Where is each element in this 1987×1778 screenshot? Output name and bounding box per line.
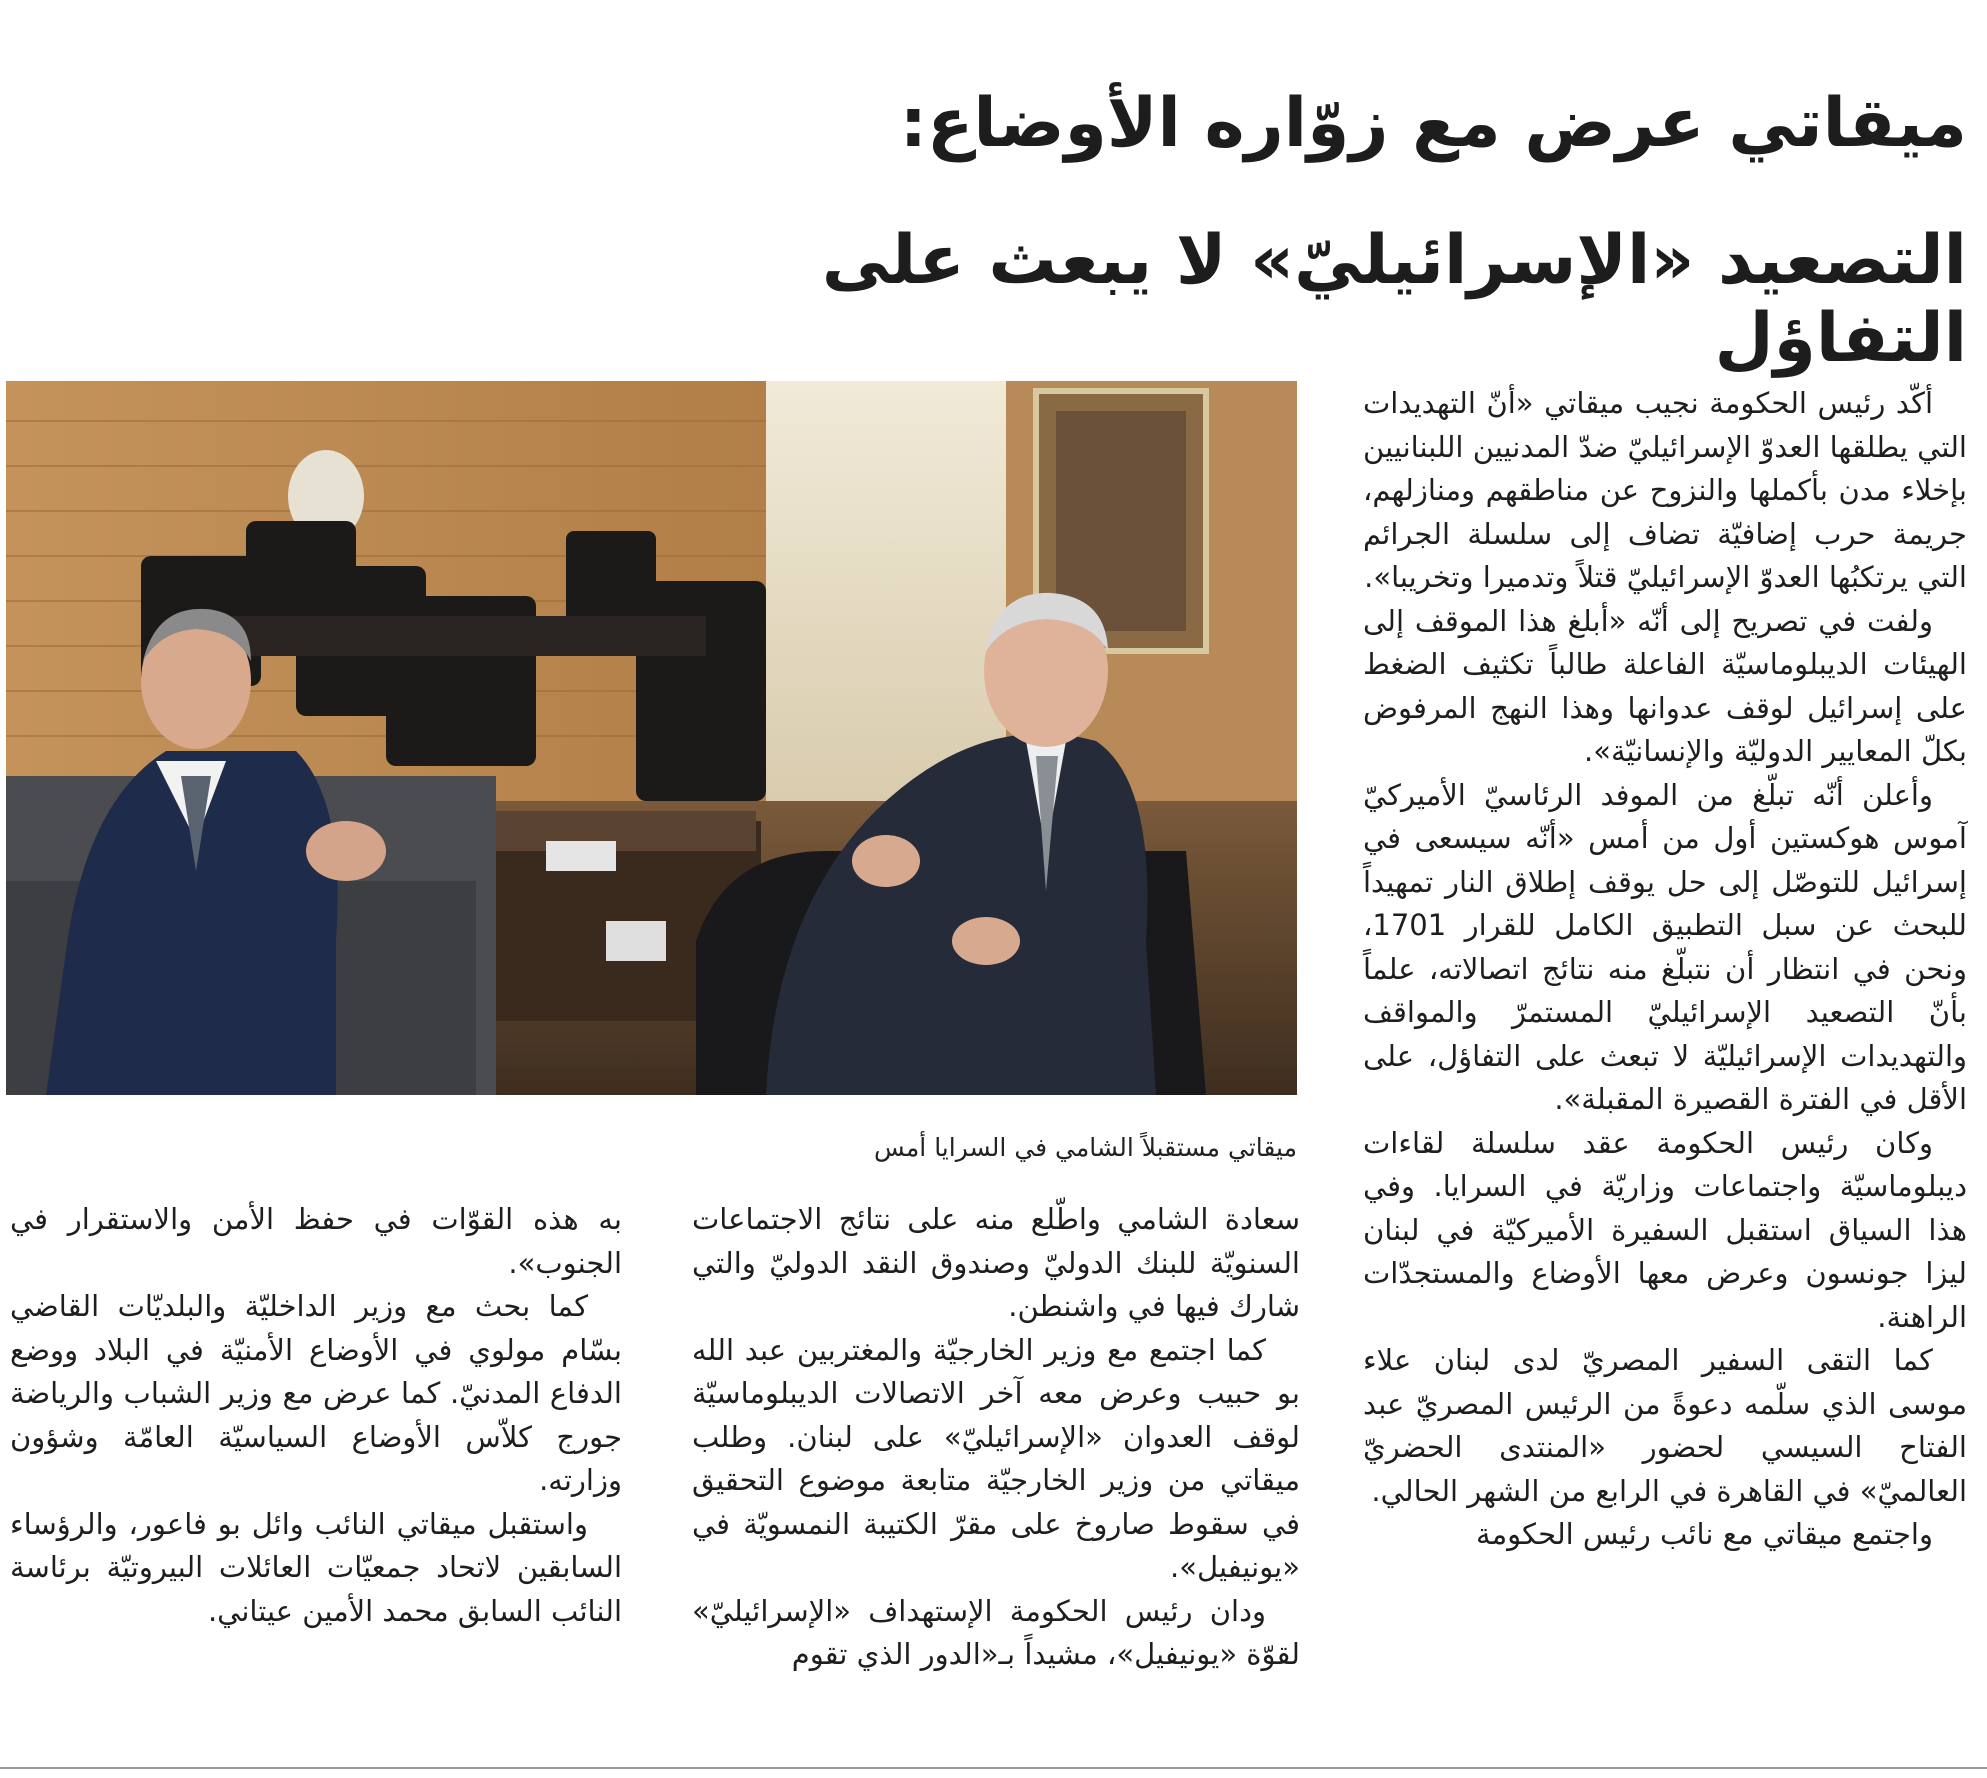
article-column-right [1363, 382, 1967, 1557]
paragraph: ودان رئيس الحكومة الإستهداف «الإسرائيليّ» لقوّة «يونيفيل»، مشيداً بـ«الدور الذي تقوم [692, 1593, 1300, 1671]
page-bottom-rule [0, 1767, 1987, 1769]
paragraph: وكان رئيس الحكومة عقد سلسلة لقاءات ديبلوماسيّة واجتماعات وزاريّة في السرايا. وفي هذا السياق استقبل السفيرة الأميركيّة في لبنان ليزا جونسون وعرض معها الأوضاع والمستجدّات الراهنة. [1363, 1125, 1967, 1334]
paragraph: ولفت في تصريح إلى أنّه «أبلغ هذا الموقف إلى الهيئات الديبلوماسيّة الفاعلة طالباً تكثيف الضغط على إسرائيل لوقف عدوانها وهذا النهج المرفوض بكلّ المعايير الدوليّة والإنسانيّة». [1363, 603, 1967, 768]
paragraph: أكّد رئيس الحكومة نجيب ميقاتي «أنّ التهديدات التي يطلقها العدوّ الإسرائيليّ ضدّ المدنيين اللبنانيين بإخلاء مدن بأكملها والنزوح عن مناطقهم ومنازلهم، جريمة حرب إضافيّة تضاف إلى سلسلة الجرائم التي يرتكبُها العدوّ الإسرائيليّ قتلاً وتدميرا وتخريبا». [1363, 386, 1967, 594]
photo-caption: ميقاتي مستقبلاً الشامي في السرايا أمس [874, 1133, 1297, 1162]
paragraph: سعادة الشامي واطّلع منه على نتائج الاجتماعات السنويّة للبنك الدوليّ وصندوق النقد الدوليّ والتي شارك فيها في واشنطن. [692, 1202, 1300, 1323]
article-column-middle [692, 1198, 1300, 1677]
photo-meeting-illustration [6, 381, 1297, 1095]
paragraph: واستقبل ميقاتي النائب وائل بو فاعور، والرؤساء السابقين لاتحاد جمعيّات العائلات البيروتيّة برئاسة النائب السابق محمد الأمين عيتاني. [10, 1506, 622, 1628]
paragraph: كما اجتمع مع وزير الخارجيّة والمغتربين عبد الله بو حبيب وعرض معه آخر الاتصالات الديبلوماسيّة لوقف العدوان «الإسرائيليّ» على لبنان. وطلب ميقاتي من وزير الخارجيّة متابعة موضوع التحقيق في سقوط صاروخ على مقرّ الكتيبة النمسويّة في «يونيفيل». [692, 1332, 1300, 1584]
article-column-left [10, 1198, 622, 1633]
paragraph: كما التقى السفير المصريّ لدى لبنان علاء موسى الذي سلّمه دعوةً من الرئيس المصريّ عبد الفتاح السيسي لحضور «المنتدى الحضريّ العالميّ» في القاهرة في الرابع من الشهر الحالي. [1363, 1343, 1967, 1508]
article-photo [6, 381, 1297, 1095]
headline-line-2: التصعيد «الإسرائيليّ» لا يبعث على التفاؤل [821, 221, 1967, 379]
paragraph: واجتمع ميقاتي مع نائب رئيس الحكومة [1476, 1517, 1933, 1551]
paragraph: به هذه القوّات في حفظ الأمن والاستقرار في الجنوب». [10, 1202, 622, 1280]
paragraph: وأعلن أنّه تبلّغ من الموفد الرئاسيّ الأميركيّ آموس هوكستين أول من أمس «أنّه سيسعى في إسرائيل للتوصّل إلى حل يوقف إطلاق النار تمهيداً للبحث عن سبل التطبيق الكامل للقرار 1701، ونحن في انتظار أن نتبلّغ منه نتائج اتصالاته، علماً بأنّ التصعيد الإسرائيليّ المستمرّ والمواقف والتهديدات الإسرائيليّة لا تبعث على التفاؤل، على الأقل في الفترة القصيرة المقبلة». [1363, 777, 1967, 1116]
headline-line-1: ميقاتي عرض مع زوّاره الأوضاع: [899, 84, 1967, 163]
paragraph: كما بحث مع وزير الداخليّة والبلديّات القاضي بسّام مولوي في الأوضاع الأمنيّة في البلاد ووضع الدفاع المدنيّ. كما عرض مع وزير الشباب والرياضة جورج كلاّس الأوضاع السياسيّة العامّة وشؤون وزارته. [10, 1289, 622, 1497]
